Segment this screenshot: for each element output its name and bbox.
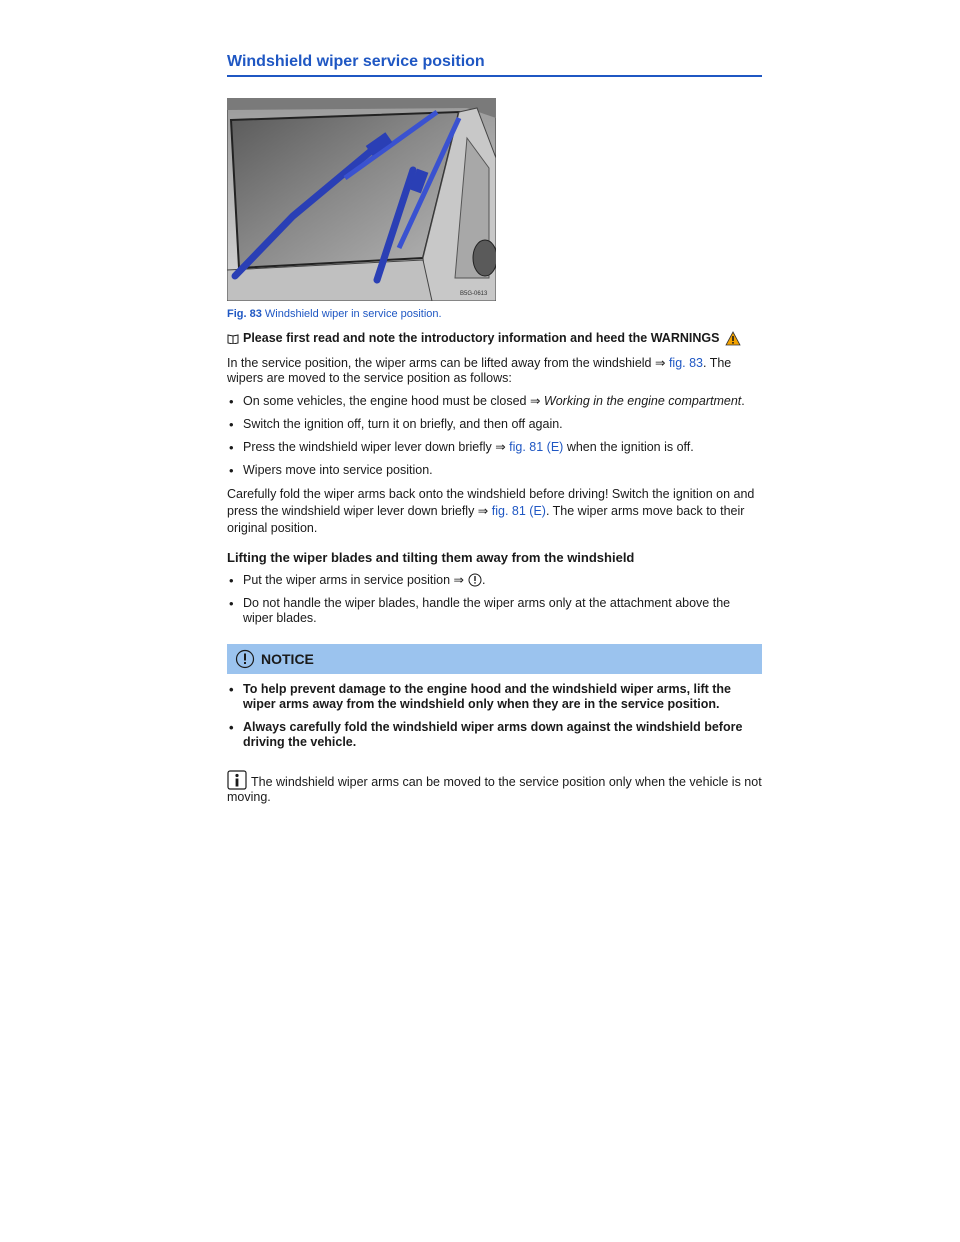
link-engine-compartment[interactable]: Working in the engine compartment	[543, 394, 742, 408]
para2-text-a: Carefully fold the wiper arms back onto the windshield before driving! Switch the ignition on and press the windshield wiper lever down briefly ⇒	[227, 487, 755, 518]
list-item	[227, 417, 762, 432]
figure-caption-text: Windshield wiper in service position.	[264, 308, 442, 320]
notice-exclamation-icon	[235, 649, 255, 669]
page-title: Windshield wiper service position	[227, 52, 762, 77]
book-icon	[227, 334, 239, 344]
notice-label: NOTICE	[261, 650, 314, 667]
step1-text: On some vehicles, the engine hood must be closed ⇒	[243, 394, 544, 408]
list-item	[227, 440, 762, 455]
step3-text: Press the windshield wiper lever down briefly ⇒	[243, 440, 510, 454]
para1-text-b: . The wipers are moved to the service position as follows:	[227, 356, 732, 385]
lift-steps-list	[227, 573, 762, 626]
intro-notice	[227, 331, 762, 346]
list-item	[227, 394, 762, 409]
list-item	[227, 682, 762, 712]
section-subheading: Lifting the wiper blades and tilting them away from the windshield	[227, 550, 635, 565]
step2-text: Switch the ignition off, turn it on briefly, and then off again.	[243, 417, 563, 431]
notice-exclamation-icon[interactable]	[468, 573, 482, 587]
para2-text-b: . The wiper arms move back to their original position.	[227, 504, 745, 535]
figure-code: B5G-0613	[460, 291, 488, 297]
para1-text-a: In the service position, the wiper arms can be lifted away from the windshield ⇒	[227, 356, 669, 370]
lift1-text: Put the wiper arms in service position ⇒	[243, 573, 464, 587]
lift1-end: .	[481, 573, 486, 587]
wiper-illustration	[227, 98, 496, 301]
step3-end: when the ignition is off.	[563, 440, 694, 454]
link-fig-81e[interactable]: fig. 81 (E)	[509, 440, 564, 454]
list-item	[227, 720, 762, 750]
page-content	[227, 52, 762, 805]
service-intro-paragraph	[227, 356, 762, 386]
notice2-text: Always carefully fold the windshield wiper arms down against the windshield before driving the vehicle.	[243, 720, 743, 749]
link-fig-83[interactable]: fig. 83	[668, 356, 703, 370]
list-item	[227, 596, 762, 626]
step1-end: .	[741, 394, 745, 408]
warning-triangle-icon[interactable]	[725, 331, 741, 346]
intro-text: Please first read and note the introductory information and heed the WARNINGS	[243, 331, 720, 345]
info-note	[227, 770, 762, 805]
figure-number: Fig. 83	[227, 308, 262, 320]
figure-caption	[227, 308, 762, 321]
fold-back-paragraph	[227, 486, 762, 537]
info-icon	[227, 770, 247, 790]
notice-list	[227, 682, 762, 750]
lift2-text: Do not handle the wiper blades, handle the wiper arms only at the attachment above the wiper blades.	[243, 596, 731, 625]
link-fig-81e-2[interactable]: fig. 81 (E)	[491, 504, 546, 518]
info-text: The windshield wiper arms can be moved to the service position only when the vehicle is not moving.	[227, 775, 762, 804]
service-steps-list	[227, 394, 762, 478]
notice1-text: To help prevent damage to the engine hood and the windshield wiper arms, lift the wiper arms away from the windshield only when they are in the service position.	[243, 682, 732, 711]
notice-header	[227, 644, 762, 674]
figure-windshield-wipers	[227, 98, 496, 301]
step4-text: Wipers move into service position.	[243, 463, 433, 477]
list-item	[227, 463, 762, 478]
list-item	[227, 573, 762, 588]
